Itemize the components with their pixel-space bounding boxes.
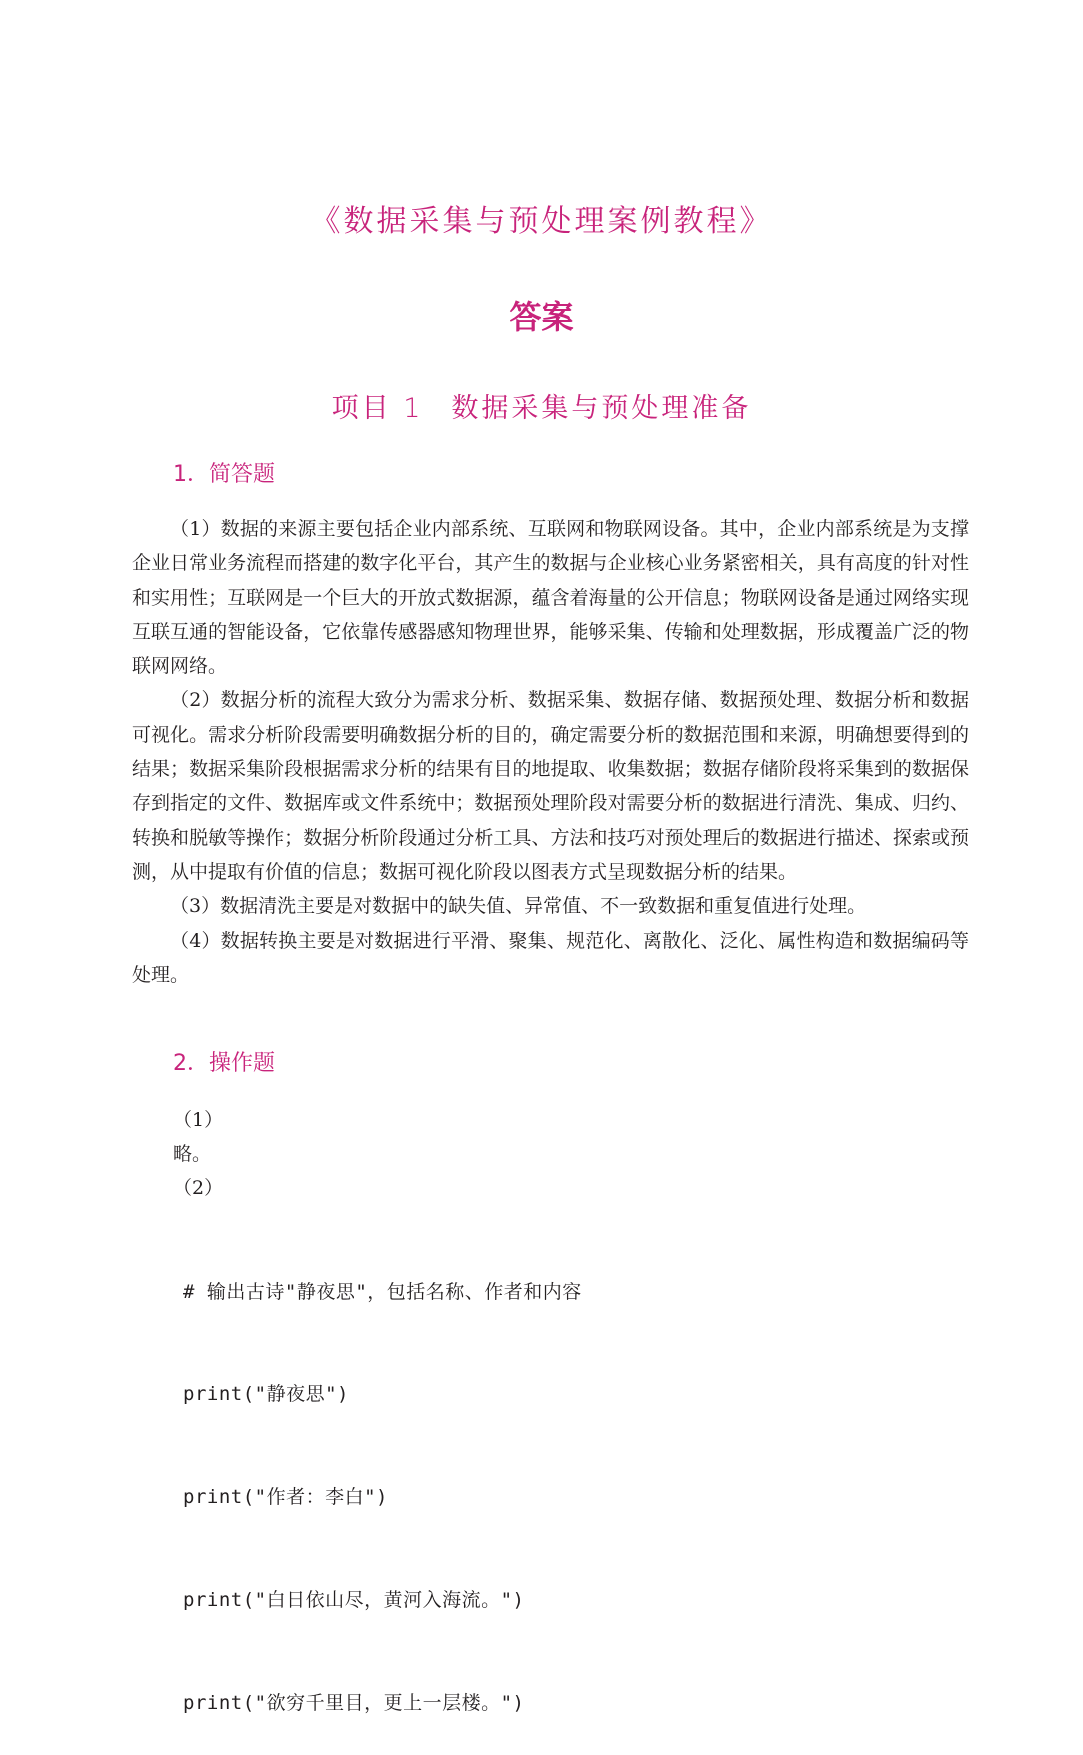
section-heading-operation: 2．操作题 bbox=[173, 1051, 275, 1076]
answer-paragraph-1: （1）数据的来源主要包括企业内部系统、互联网和物联网设备。其中，企业内部系统是为支撑企业日常业务流程而搭建的数字化平台，其产生的数据与企业核心业务紧密相关，具有高度的针对性和实用性；互联网是一个巨大的开放式数据源，蕴含着海量的公开信息；物联网设备是通过网络实现互联互通的智能设备，它依靠传感器感知物理世界，能够采集、传输和处理数据，形成覆盖广泛的物联网网络。 bbox=[132, 518, 969, 678]
code-line: print("白日依山尽，黄河入海流。") bbox=[183, 1589, 525, 1612]
code-line: print("欲穷千里目，更上一层楼。") bbox=[183, 1692, 525, 1715]
code-line: print("作者：李白") bbox=[183, 1486, 388, 1509]
answer-heading: 答案 bbox=[509, 298, 574, 336]
project-number: 项目 1 bbox=[331, 393, 424, 424]
short-answer-body bbox=[132, 512, 969, 992]
answer-paragraph-4: （4）数据转换主要是对数据进行平滑、聚集、规范化、离散化、泛化、属性构造和数据编码等处理。 bbox=[132, 929, 969, 986]
answer-paragraph-2: （2）数据分析的流程大致分为需求分析、数据采集、数据存储、数据预处理、数据分析和数据可视化。需求分析阶段需要明确数据分析的目的，确定需要分析的数据范围和来源，明确想要得到的结果；数据采集阶段根据需求分析的结果有目的地提取、收集数据；数据存储阶段将采集到的数据保存到指定的文件、数据库或文件系统中；数据预处理阶段对需要分析的数据进行清洗、集成、归约、转换和脱敏等操作；数据分析阶段通过分析工具、方法和技巧对预处理后的数据进行描述、探索或预测，从中提取有价值的信息；数据可视化阶段以图表方式呈现数据分析的结果。 bbox=[132, 689, 969, 883]
code-line: print("静夜思") bbox=[183, 1383, 349, 1406]
code-comment-line: # 输出古诗"静夜思"，包括名称、作者和内容 bbox=[183, 1280, 582, 1303]
operation-item-1-label: （1） bbox=[173, 1109, 224, 1131]
operation-item-1-text: 略。 bbox=[173, 1143, 212, 1165]
code-block bbox=[183, 1206, 582, 1755]
operation-item-2-label: （2） bbox=[173, 1177, 224, 1199]
book-title: 《数据采集与预处理案例教程》 bbox=[310, 204, 773, 239]
project-title: 数据采集与预处理准备 bbox=[451, 393, 752, 424]
project-heading bbox=[0, 386, 1083, 425]
answer-paragraph-3: （3）数据清洗主要是对数据中的缺失值、异常值、不一致数据和重复值进行处理。 bbox=[170, 895, 867, 918]
section-heading-short-answer: 1．简答题 bbox=[173, 462, 275, 487]
